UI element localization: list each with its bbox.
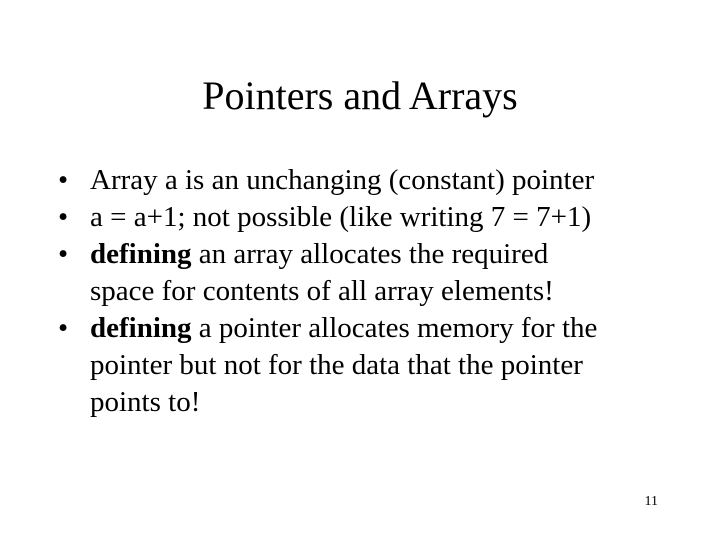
bullet-item-3	[58, 236, 698, 310]
bullet-text: points to!	[90, 386, 201, 418]
bullet-line	[90, 273, 698, 310]
bullet-text: pointer but not for the data that the pointer	[90, 349, 583, 381]
bullet-line	[90, 199, 698, 236]
bullet-list	[58, 162, 698, 421]
bullet-item-2	[58, 199, 698, 236]
page-number: 11	[644, 494, 658, 509]
bullet-line	[90, 384, 698, 421]
bullet-line	[90, 162, 698, 199]
bullet-line	[90, 310, 698, 347]
bullet-item-1	[58, 162, 698, 199]
slide-title: Pointers and Arrays	[202, 73, 518, 118]
bullet-marker: •	[58, 312, 69, 344]
bullet-line	[90, 347, 698, 384]
bullet-line	[90, 236, 698, 273]
bullet-text: an array allocates the required	[191, 238, 549, 270]
bullet-text: a = a+1; not possible (like writing 7 = 7+1)	[90, 201, 592, 233]
bullet-text: Array a is an unchanging (constant) pointer	[90, 164, 595, 196]
bullet-text: a pointer allocates memory for the	[191, 312, 598, 344]
bullet-item-4	[58, 310, 698, 421]
bullet-marker: •	[58, 164, 69, 196]
bullet-bold-term: defining	[90, 312, 192, 344]
bullet-marker: •	[58, 238, 69, 270]
bullet-bold-term: defining	[90, 238, 192, 270]
bullet-marker: •	[58, 201, 69, 233]
bullet-text: space for contents of all array elements!	[90, 275, 554, 307]
